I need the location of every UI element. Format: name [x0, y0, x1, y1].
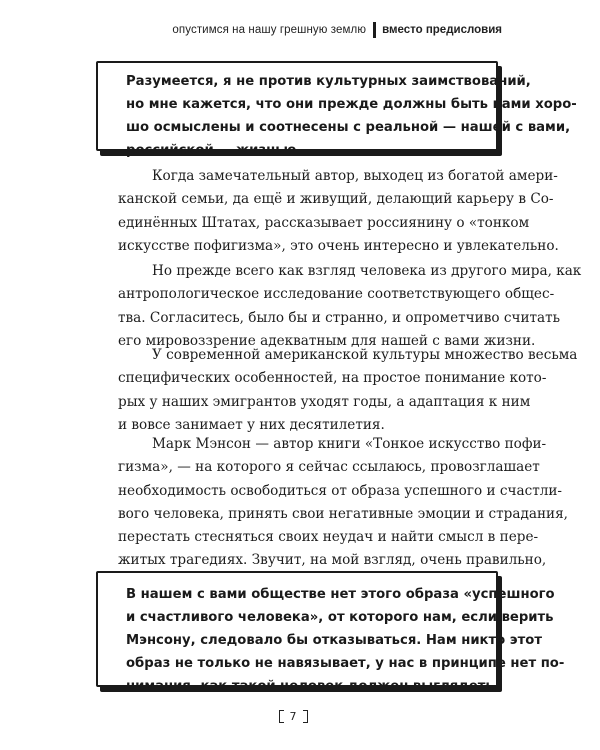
header-separator [373, 22, 376, 38]
chapter-title: опустимся на нашу грешную землю [172, 24, 367, 36]
paragraph-line: единённых Штатах, рассказывает россиянину о «тонком [118, 214, 530, 231]
callout-bottom-line: нимания, как такой человек должен выглядеть. [126, 679, 499, 694]
paragraph-line: перестать стесняться своих неудач и найти смысл в пере- [118, 529, 539, 546]
paragraph-line: Марк Мэнсон — автор книги «Тонкое искусство пофи- [152, 436, 547, 452]
callout-bottom-line: и счастливого человека», от которого нам, если верить [126, 610, 554, 625]
callout-box-top [96, 61, 577, 158]
page-number-bracket-right [303, 710, 308, 723]
paragraph-line: его мировоззрение адекватным для нашей с вами жизни. [118, 332, 536, 349]
callout-bottom-line: Мэнсону, следовало бы отказываться. Нам никто этот [126, 633, 542, 648]
page-number-bracket-left [279, 710, 284, 723]
paragraph-line: тва. Согласитесь, было бы и странно, и опрометчиво считать [118, 309, 561, 326]
running-header [172, 19, 502, 41]
paragraph-2 [118, 260, 582, 353]
paragraph-line: вого человека, принять свои негативные эмоции и страдания, [118, 505, 568, 522]
callout-top-line: но мне кажется, что они прежде должны быть нами хоро- [126, 97, 577, 112]
paragraph-line: гизма», — на которого я сейчас ссылаюсь, провозглашает [118, 459, 540, 476]
paragraph-line: специфических особенностей, на простое понимание кото- [118, 370, 547, 387]
paragraph-line: Когда замечательный автор, выходец из богатой амери- [152, 168, 558, 184]
paragraph-line: искусстве пофигизма», это очень интересно и увлекательно. [118, 237, 559, 254]
paragraph-3 [118, 344, 578, 437]
paragraph-1 [118, 165, 559, 258]
page-number-value: 7 [289, 709, 297, 723]
callout-bottom-line: В нашем с вами обществе нет этого образа «успешного [126, 587, 555, 602]
paragraph-line: и вовсе занимает у них десятилетия. [118, 416, 385, 433]
paragraph-line: необходимость освободиться от образа успешного и счастли- [118, 482, 563, 499]
section-title: вместо предисловия [382, 24, 502, 36]
callout-top-line: шо осмыслены и соотнесены с реальной — нашей с вами, [126, 120, 571, 135]
callout-top-line: российской — жизнью. [126, 143, 302, 158]
callout-bottom-line: образ не только не навязывает, у нас в принципе нет по- [126, 656, 565, 671]
callout-box-bottom [96, 571, 565, 694]
page-number [268, 706, 318, 726]
callout-top-line: Разумеется, я не против культурных заимствований, [126, 74, 531, 89]
paragraph-line: житых трагедиях. Звучит, на мой взгляд, очень правильно, [118, 552, 547, 569]
paragraph-line: канской семьи, да ещё и живущий, делающий карьеру в Со- [118, 191, 554, 208]
paragraph-line: рых у наших эмигрантов уходят годы, а адаптация к ним [118, 393, 531, 410]
paragraph-line: антропологическое исследование соответствующего общес- [118, 286, 555, 303]
paragraph-line: У современной американской культуры множество весьма [152, 347, 578, 363]
paragraph-line: Но прежде всего как взгляд человека из другого мира, как [152, 263, 582, 279]
